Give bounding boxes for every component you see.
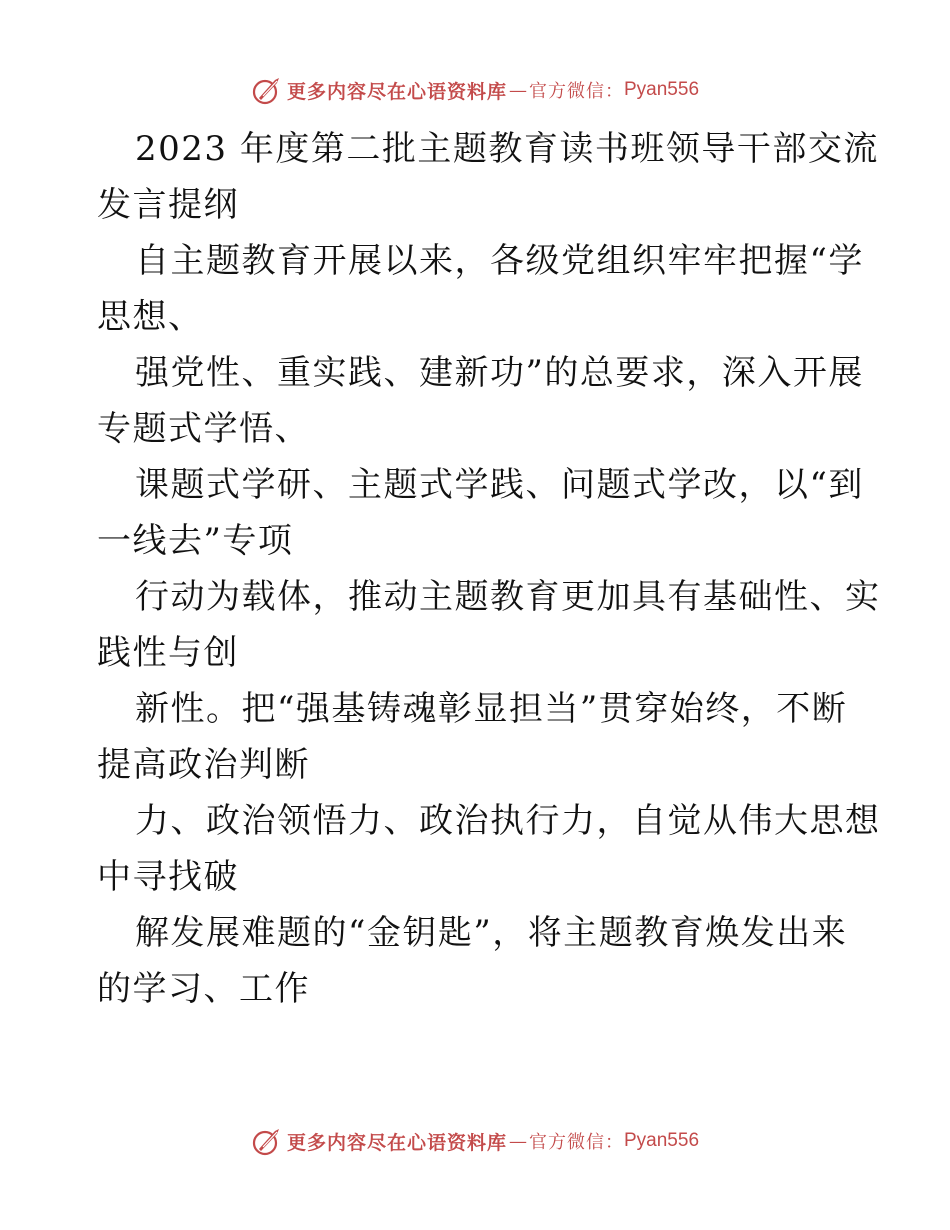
document-line: 专题式学悟、 (97, 409, 310, 449)
footer-brand-text: 更多内容尽在心语资料库 (286, 1131, 507, 1154)
header-wechat-label: 官方微信： (529, 81, 624, 102)
document-line: 2023 年度第二批主题教育读书班领导干部交流 (135, 129, 879, 169)
header-brand-text: 更多内容尽在心语资料库 (286, 80, 507, 103)
document-line: 课题式学研、主题式学践、问题式学改，以“到 (135, 465, 864, 505)
quill-pen-logo-icon (251, 74, 283, 106)
document-line: 思想、 (97, 297, 204, 337)
header-separator: — (509, 79, 527, 101)
document-line: 新性。把“强基铸魂彰显担当”贯穿始终，不断 (135, 689, 848, 729)
quill-pen-logo-icon (251, 1125, 283, 1157)
header-watermark-banner (0, 70, 950, 110)
document-line: 发言提纲 (97, 185, 239, 225)
footer-watermark-banner (0, 1121, 950, 1161)
document-line: 提高政治判断 (97, 745, 310, 785)
document-line: 强党性、重实践、建新功”的总要求，深入开展 (135, 353, 864, 393)
document-line: 行动为载体，推动主题教育更加具有基础性、实 (135, 577, 881, 617)
document-body (97, 121, 881, 1017)
document-line: 一线去”专项 (97, 521, 294, 561)
document-line: 自主题教育开展以来，各级党组织牢牢把握“学 (135, 241, 864, 281)
document-line: 践性与创 (97, 633, 239, 673)
footer-wechat-id: Pyan556 (624, 1130, 700, 1151)
document-line: 力、政治领悟力、政治执行力，自觉从伟大思想 (135, 801, 881, 841)
document-line: 中寻找破 (97, 857, 239, 897)
header-wechat-id: Pyan556 (624, 79, 700, 100)
footer-separator: — (509, 1130, 527, 1152)
footer-wechat-label: 官方微信： (529, 1132, 624, 1153)
document-line: 解发展难题的“金钥匙”，将主题教育焕发出来 (135, 913, 848, 953)
document-line: 的学习、工作 (97, 969, 310, 1009)
